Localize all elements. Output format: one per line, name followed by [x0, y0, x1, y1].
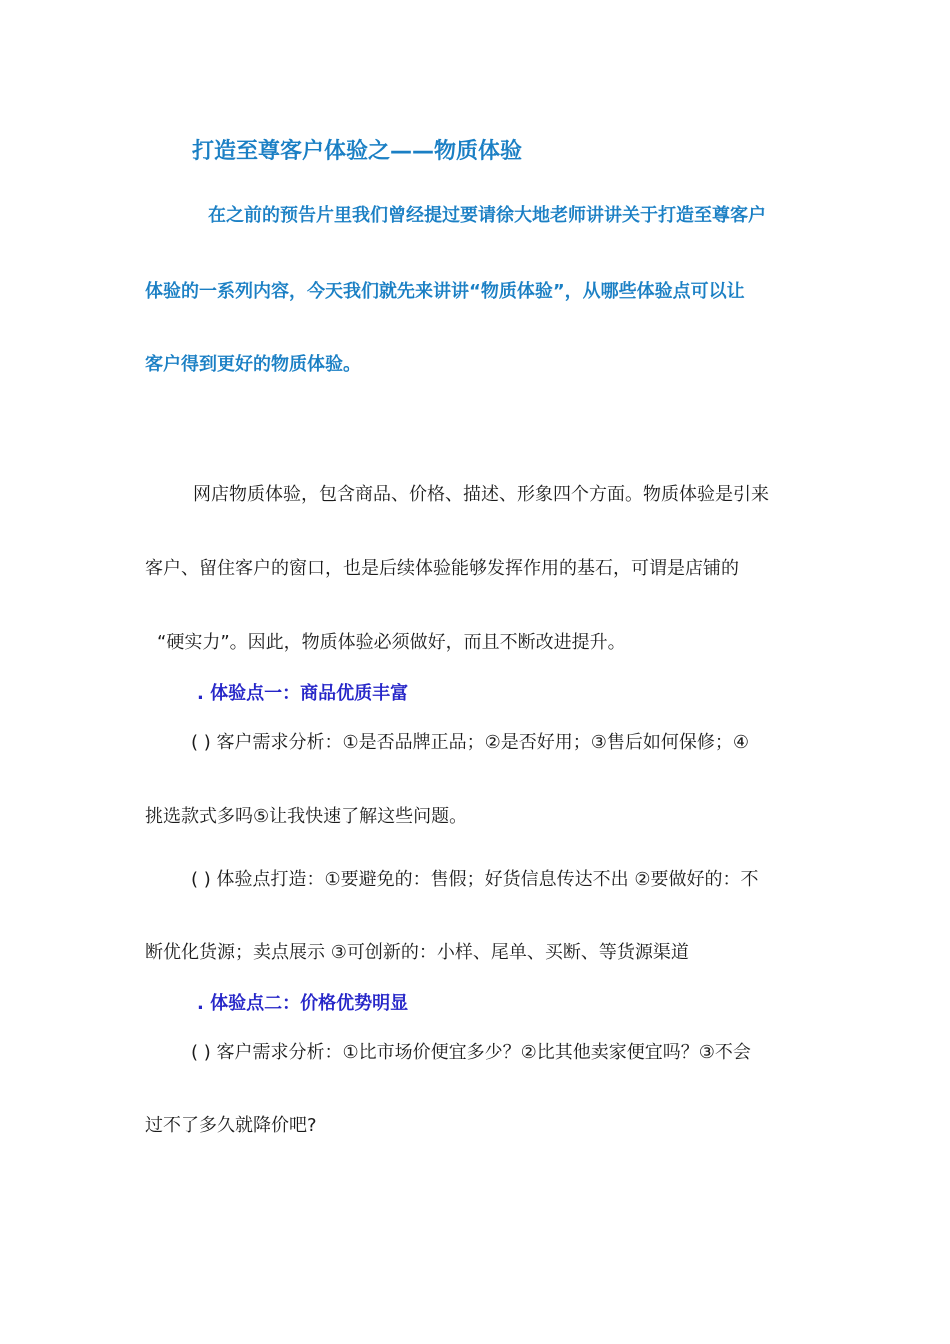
doc-title: 打造至尊客户体验之——物质体验 [192, 139, 523, 164]
point1-heading: . 体验点一：商品优质丰富 [197, 683, 409, 704]
para1-line-3: “硬实力”。因此，物质体验必须做好，而且不断改进提升。 [157, 632, 626, 653]
intro-line-3: 客户得到更好的物质体验。 [145, 354, 361, 375]
para1-line-2: 客户、留住客户的窗口，也是后续体验能够发挥作用的基石，可谓是店铺的 [145, 558, 739, 579]
para1-line-1: 网店物质体验，包含商品、价格、描述、形象四个方面。物质体验是引来 [193, 484, 769, 505]
intro-line-1: 在之前的预告片里我们曾经提过要请徐大地老师讲讲关于打造至尊客户 [208, 205, 766, 226]
point2-heading: . 体验点二：价格优势明显 [197, 993, 409, 1014]
point1-build-line-1: ( ) 体验点打造：①要避免的：售假；好货信息传达不出 ②要做好的：不 [191, 869, 759, 890]
point2-need-line-1: ( ) 客户需求分析：①比市场价便宜多少？②比其他卖家便宜吗？③不会 [191, 1042, 751, 1063]
point2-need-line-2: 过不了多久就降价吧? [145, 1115, 317, 1136]
point1-build-line-2: 断优化货源；卖点展示 ③可创新的：小样、尾单、买断、等货源渠道 [145, 942, 689, 963]
point1-need-line-1: ( ) 客户需求分析：①是否品牌正品；②是否好用；③售后如何保修；④ [191, 732, 750, 753]
point1-need-line-2: 挑选款式多吗⑤让我快速了解这些问题。 [145, 806, 468, 827]
intro-line-2: 体验的一系列内容，今天我们就先来讲讲“物质体验”，从哪些体验点可以让 [145, 281, 745, 302]
